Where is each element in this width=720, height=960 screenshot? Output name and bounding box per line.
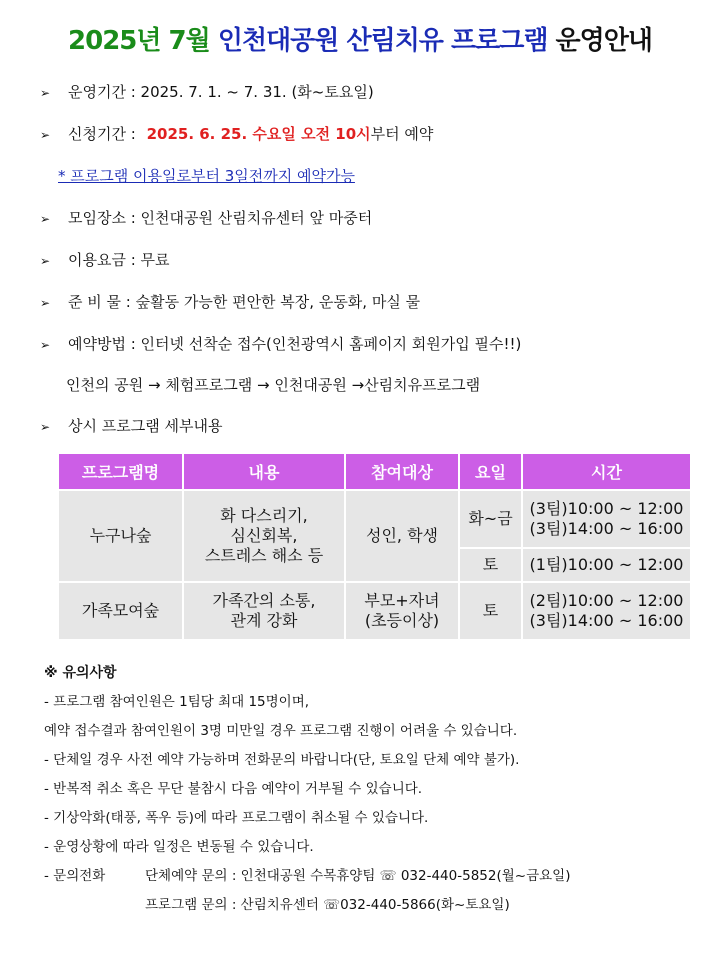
cell-day: 화~금 (459, 490, 522, 548)
note-line: 예약 접수결과 참여인원이 3명 미만일 경우 프로그램 진행이 어려울 수 있습니다. (44, 723, 518, 739)
note-line: - 프로그램 참여인원은 1팀당 최대 15명이며, (44, 694, 310, 710)
header-time: 시간 (522, 453, 691, 490)
program-table (57, 452, 692, 641)
header-content: 내용 (183, 453, 345, 490)
cell-content: 가족간의 소통, 관계 강화 (183, 582, 345, 640)
info-path: 인천의 공원 → 체험프로그램 → 인천대공원 →산림치유프로그램 (66, 376, 481, 394)
cell-program-name: 누구나숲 (58, 490, 183, 582)
info-prep: ➢ 준 비 물 : 숲활동 가능한 편안한 복장, 운동화, 마실 물 (40, 293, 421, 311)
header-name: 프로그램명 (58, 453, 183, 490)
info-period: ➢ 운영기간 : 2025. 7. 1. ~ 7. 31. (화~토요일) (40, 83, 374, 101)
arrowhead-bullet-icon: ➢ (40, 420, 51, 434)
page-title (0, 20, 720, 57)
info-place: ➢ 모임장소 : 인천대공원 산림치유센터 앞 마중터 (40, 209, 373, 227)
arrowhead-bullet-icon: ➢ (40, 254, 51, 268)
title-program: 인천대공원 산림치유 프로그램 (217, 26, 548, 56)
notes-heading: ※ 유의사항 (44, 665, 117, 681)
cell-time: (3팀)10:00 ~ 12:00 (3팀)14:00 ~ 16:00 (522, 490, 691, 548)
table-row (58, 582, 691, 640)
cell-day: 토 (459, 548, 522, 582)
cell-target: 부모+자녀 (초등이상) (345, 582, 459, 640)
note-line: - 기상악화(태풍, 폭우 등)에 따라 프로그램이 취소될 수 있습니다. (44, 810, 429, 826)
table-row (58, 490, 691, 548)
apply-date: 2025. 6. 25. 수요일 오전 10시 (146, 125, 371, 143)
title-guide: 운영안내 (555, 26, 652, 56)
contact-label: - 문의전화 (44, 868, 106, 884)
note-line: - 단체일 경우 사전 예약 가능하며 전화문의 바랍니다(단, 토요일 단체 예약 불가). (44, 752, 520, 768)
cell-program-name: 가족모여숲 (58, 582, 183, 640)
note-line: - 운영상황에 따라 일정은 변동될 수 있습니다. (44, 839, 314, 855)
table-header-row (58, 453, 691, 490)
arrowhead-bullet-icon: ➢ (40, 86, 51, 100)
cell-time: (2팀)10:00 ~ 12:00 (3팀)14:00 ~ 16:00 (522, 582, 691, 640)
cell-day: 토 (459, 582, 522, 640)
header-target: 참여대상 (345, 453, 459, 490)
info-method: ➢ 예약방법 : 인터넷 선착순 접수(인천광역시 홈페이지 회원가입 필수!!) (40, 335, 522, 353)
arrowhead-bullet-icon: ➢ (40, 338, 51, 352)
contact-program: 프로그램 문의 : 산림치유센터 ☏032-440-5866(화~토요일) (145, 897, 510, 913)
contact-group: 단체예약 문의 : 인천대공원 수목휴양팀 ☏ 032-440-5852(월~금요일) (145, 868, 571, 884)
arrowhead-bullet-icon: ➢ (40, 128, 51, 142)
note-line: - 반복적 취소 혹은 무단 불참시 다음 예약이 거부될 수 있습니다. (44, 781, 423, 797)
info-fee: ➢ 이용요금 : 무료 (40, 251, 170, 269)
info-apply: ➢ 신청기간 : 2025. 6. 25. 수요일 오전 10시부터 예약 (40, 125, 434, 143)
header-day: 요일 (459, 453, 522, 490)
cell-content: 화 다스리기, 심신회복, 스트레스 해소 등 (183, 490, 345, 582)
cell-time: (1팀)10:00 ~ 12:00 (522, 548, 691, 582)
info-detail: ➢ 상시 프로그램 세부내용 (40, 417, 223, 435)
cell-target: 성인, 학생 (345, 490, 459, 582)
arrowhead-bullet-icon: ➢ (40, 296, 51, 310)
arrowhead-bullet-icon: ➢ (40, 212, 51, 226)
apply-note: * 프로그램 이용일로부터 3일전까지 예약가능 (58, 167, 355, 185)
title-month: 2025년 7월 (68, 26, 210, 56)
